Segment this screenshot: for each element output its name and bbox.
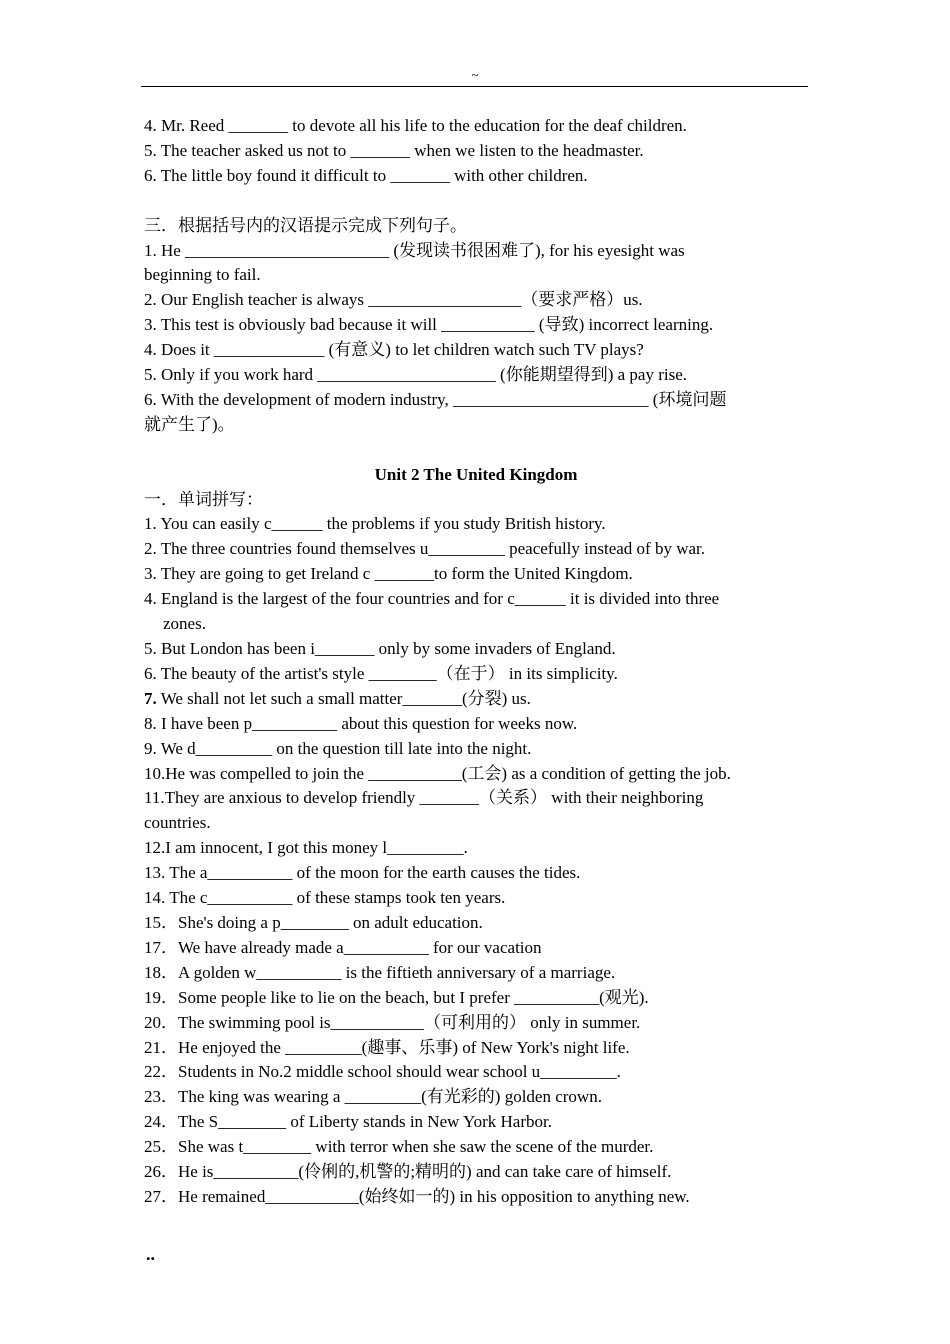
- exercise-line: 就产生了)。: [144, 414, 235, 434]
- exercise-line: 26．He is__________(伶俐的,机警的;精明的) and can take care of himself.: [144, 1162, 672, 1182]
- exercise-line: 23．The king was wearing a _________(有光彩的) golden crown.: [144, 1087, 602, 1107]
- exercise-line: 17．We have already made a__________ for our vacation: [144, 937, 542, 957]
- unit-title: Unit 2 The United Kingdom: [374, 464, 578, 484]
- exercise-line: 1. He ________________________ (发现读书很困难了), for his eyesight was: [144, 240, 685, 260]
- exercise-line: 6. The little boy found it difficult to _______ with other children.: [144, 165, 588, 185]
- exercise-line: 24．The S________ of Liberty stands in New York Harbor.: [144, 1112, 552, 1132]
- exercise-line: 5. But London has been i_______ only by some invaders of England.: [144, 639, 616, 658]
- exercise-line: 4. England is the largest of the four countries and for c______ it is divided into three: [144, 589, 720, 609]
- section-heading: 一．单词拼写：: [144, 489, 263, 509]
- exercise-line: 13. The a__________ of the moon for the earth causes the tides.: [144, 863, 581, 883]
- exercise-line: 10.He was compelled to join the ___________(工会) as a condition of getting the job.: [144, 763, 731, 783]
- header-mark: ~: [471, 67, 479, 82]
- exercise-line: 22．Students in No.2 middle school should wear school u_________.: [144, 1062, 621, 1082]
- exercise-line: 12.I am innocent, I got this money l_________.: [144, 838, 468, 858]
- header-rule: [141, 86, 808, 87]
- spacer: [144, 438, 808, 463]
- exercise-line: 5. The teacher asked us not to _______ when we listen to the headmaster.: [144, 140, 644, 160]
- exercise-line: 4. Mr. Reed _______ to devote all his life to the education for the deaf children.: [144, 116, 687, 135]
- exercise-line: 3. They are going to get Ireland c _______to form the United Kingdom.: [144, 564, 633, 584]
- worksheet-body: [144, 114, 808, 1210]
- exercise-line: 2. Our English teacher is always __________________（要求严格）us.: [144, 290, 643, 310]
- footer-mark: ..: [146, 1244, 155, 1264]
- exercise-line: 9. We d_________ on the question till late into the night.: [144, 738, 532, 758]
- exercise-line: 2. The three countries found themselves u_________ peacefully instead of by war.: [144, 539, 706, 559]
- exercise-line: zones.: [163, 614, 206, 634]
- exercise-line: 3. This test is obviously bad because it will ___________ (导致) incorrect learning.: [144, 315, 714, 335]
- exercise-line: 8. I have been p__________ about this question for weeks now.: [144, 713, 578, 733]
- spacer: [144, 189, 808, 214]
- exercise-line: countries.: [144, 813, 211, 833]
- exercise-line: 5. Only if you work hard _____________________ (你能期望得到) a pay rise.: [144, 365, 687, 385]
- exercise-line: 11.They are anxious to develop friendly _______（关系） with their neighboring: [144, 788, 704, 808]
- exercise-line: 15．She's doing a p________ on adult education.: [144, 912, 483, 932]
- exercise-line: beginning to fail.: [144, 265, 261, 285]
- exercise-line: [144, 687, 808, 712]
- exercise-line: 6. With the development of modern industry, _______________________ (环境问题: [144, 389, 727, 409]
- exercise-line: 19．Some people like to lie on the beach, but I prefer __________(观光).: [144, 987, 649, 1007]
- exercise-line: 18．A golden w__________ is the fiftieth anniversary of a marriage.: [144, 962, 616, 982]
- exercise-line: 25．She was t________ with terror when she saw the scene of the murder.: [144, 1137, 654, 1157]
- exercise-line: 14. The c__________ of these stamps took ten years.: [144, 888, 506, 908]
- exercise-line: 20．The swimming pool is___________（可利用的） only in summer.: [144, 1012, 641, 1032]
- item-text: We shall not let such a small matter_______(分裂) us.: [160, 688, 531, 708]
- exercise-line: 6. The beauty of the artist's style ________（在于） in its simplicity.: [144, 663, 618, 683]
- exercise-line: 1. You can easily c______ the problems if you study British history.: [144, 514, 606, 534]
- section-heading: 三．根据括号内的汉语提示完成下列句子。: [144, 215, 467, 235]
- exercise-line: 27．He remained___________(始终如一的) in his opposition to anything new.: [144, 1186, 690, 1206]
- item-number: 7.: [144, 688, 157, 708]
- exercise-line: 21．He enjoyed the _________(趣事、乐事) of New York's night life.: [144, 1037, 630, 1057]
- exercise-line: 4. Does it _____________ (有意义) to let children watch such TV plays?: [144, 340, 644, 360]
